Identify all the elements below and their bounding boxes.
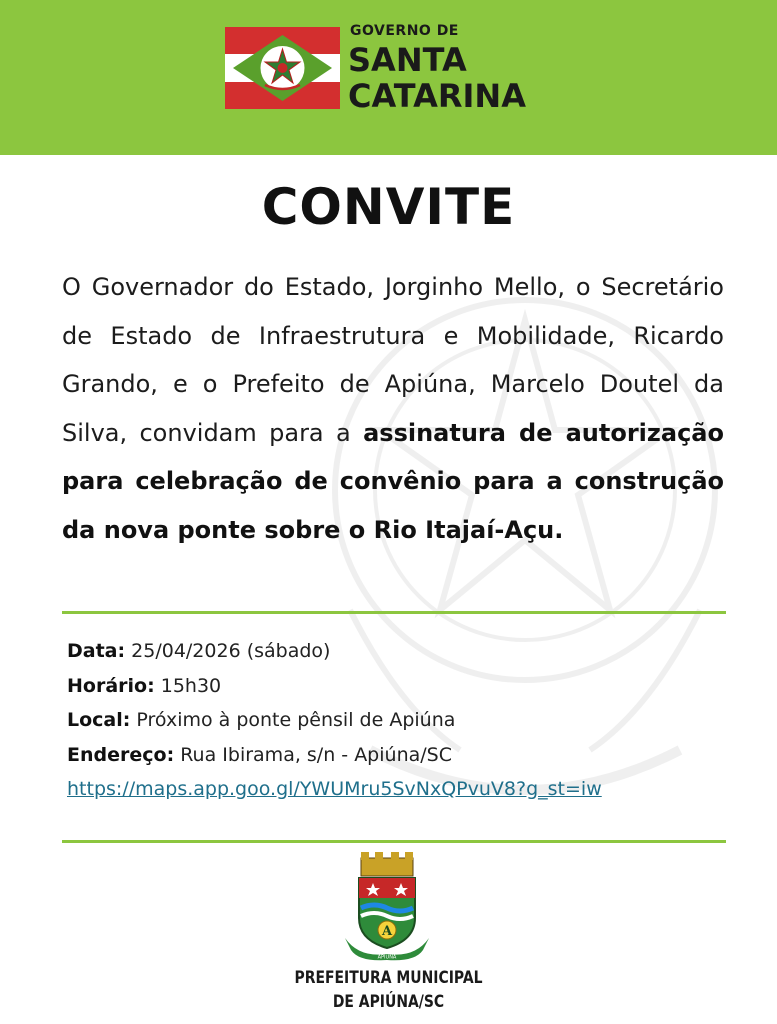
place-row: [67, 703, 727, 738]
event-details: [67, 634, 727, 807]
page-title: CONVITE: [261, 178, 516, 236]
coat-ribbon-text: APIÚNA: [377, 954, 397, 961]
place-value: Próximo à ponte pênsil de Apiúna: [130, 709, 456, 731]
santa-catarina-flag-icon: [225, 27, 340, 109]
date-label: Data:: [67, 640, 126, 662]
header-banner: [0, 0, 777, 155]
apiuna-coat-of-arms-icon: [339, 850, 435, 962]
date-value: 25/04/2026 (sábado): [125, 640, 331, 662]
prefecture-line-1: PREFEITURA MUNICIPAL: [294, 968, 483, 988]
wordmark-line-3: CATARINA: [348, 77, 526, 115]
wordmark-line-1: GOVERNO DE: [350, 23, 459, 39]
divider-bottom: [62, 840, 726, 843]
wordmark-line-2: SANTA: [348, 41, 467, 79]
place-label: Local:: [67, 709, 131, 731]
time-row: [67, 669, 727, 704]
address-row: [67, 738, 727, 773]
invitation-paragraph: [62, 263, 724, 554]
invitation-intro: O Governador do Estado, Jorginho Mello, o Secretário de Estado de Infraestrutura e Mobilidade, Ricardo Grando, e o Prefeito de Apiúna, Marcelo Doutel da Silva, convidam para a: [62, 273, 724, 447]
time-value: 15h30: [154, 674, 222, 697]
time-label: Horário:: [67, 674, 155, 697]
map-link-row: [67, 772, 727, 807]
invitation-highlight: assinatura de autorização para celebração de convênio para a construção da nova ponte sobre o Rio Itajaí-Açu.: [62, 418, 724, 544]
map-link[interactable]: https://maps.app.goo.gl/YWUMru5SvNxQPvuV8?g_st=iw: [67, 778, 602, 800]
prefecture-name: [70, 966, 707, 1014]
address-value: Rua Ibirama, s/n - Apiúna/SC: [174, 743, 452, 766]
government-wordmark: [348, 24, 526, 114]
address-label: Endereço:: [67, 743, 175, 766]
divider-top: [62, 611, 726, 614]
coat-letter: A: [381, 924, 393, 939]
prefecture-line-2: DE APIÚNA/SC: [332, 992, 445, 1012]
date-row: [67, 634, 727, 669]
